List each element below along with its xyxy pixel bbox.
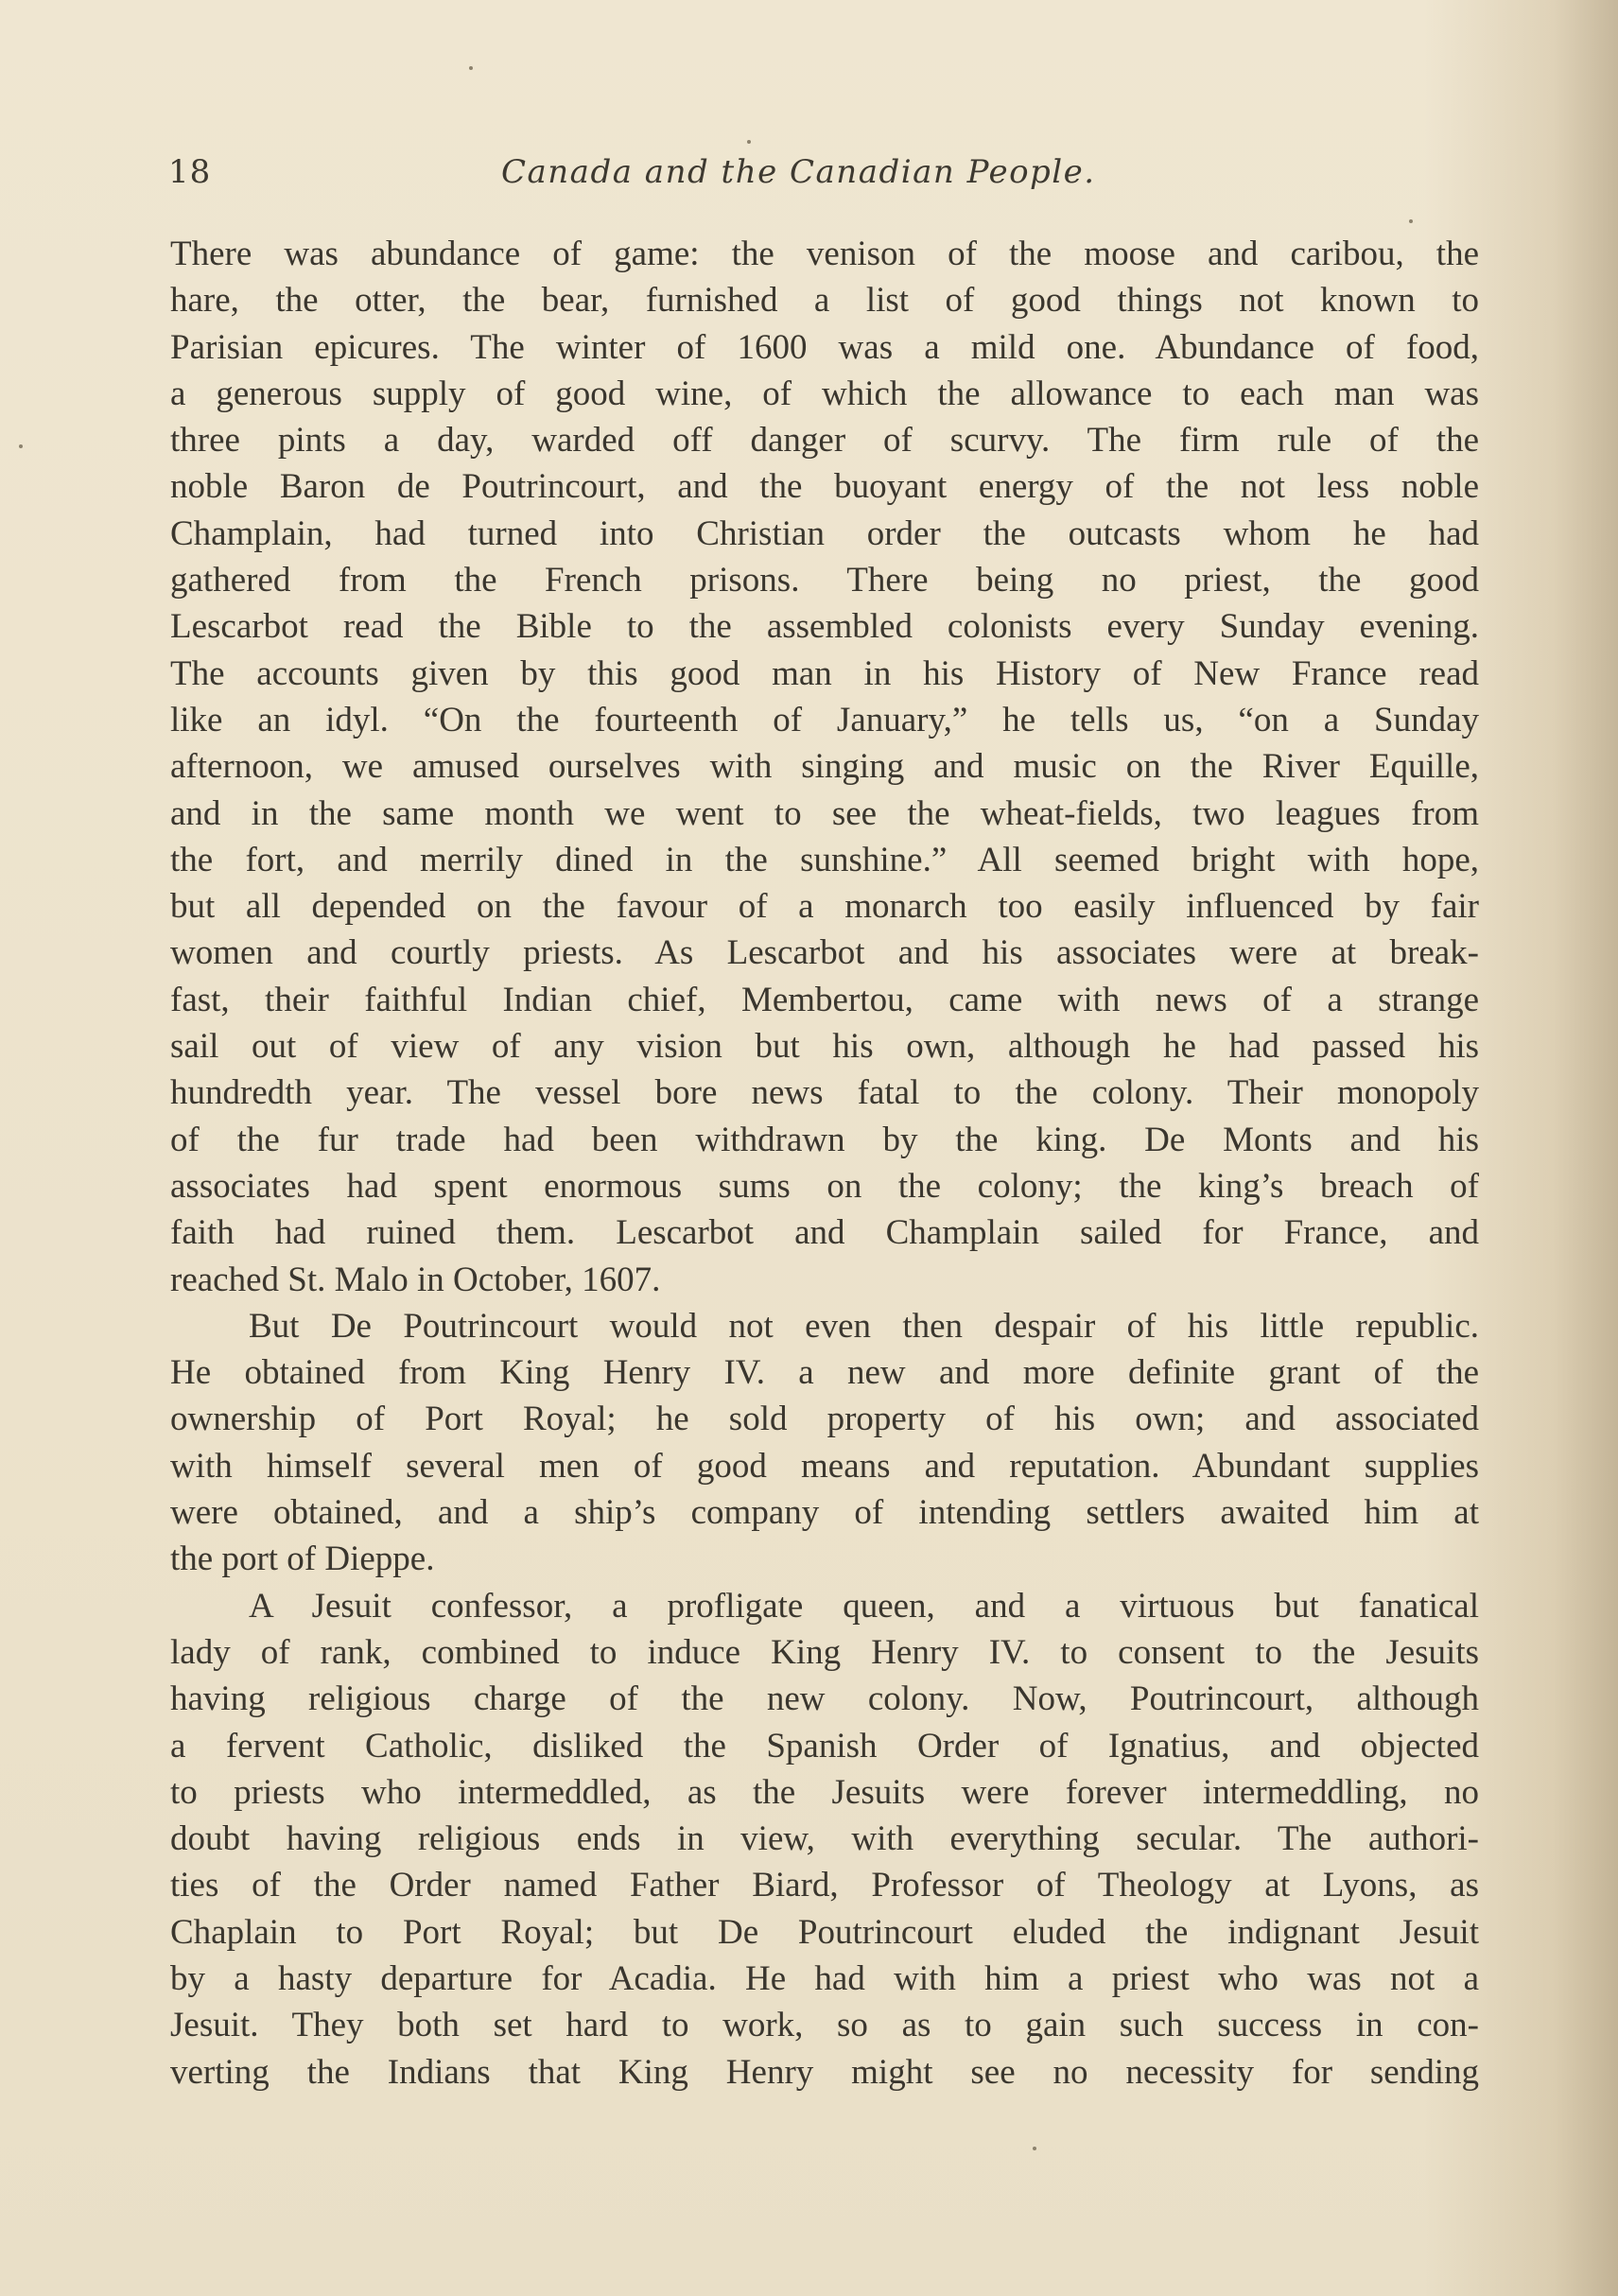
text-line: were obtained, and a ship’s company of intending settlers awaited him at: [170, 1493, 1479, 1533]
paper-speck: [469, 66, 473, 70]
text-line: by a hasty departure for Acadia. He had with him a priest who was not a: [170, 1958, 1479, 1998]
text-line: Lescarbot read the Bible to the assembled colonists every Sunday evening.: [170, 607, 1479, 647]
text-line: Jesuit. They both set hard to work, so as to gain such success in con-: [170, 2006, 1479, 2045]
page-header: [168, 153, 1492, 210]
paragraph-1: [170, 231, 1479, 1303]
paper-speck: [19, 444, 23, 448]
text-line: doubt having religious ends in view, with everything secular. The authori-: [170, 1819, 1479, 1859]
text-line: having religious charge of the new colony. Now, Poutrincourt, although: [170, 1679, 1479, 1719]
text-line: sail out of view of any vision but his own, although he had passed his: [170, 1027, 1479, 1067]
text-line: hare, the otter, the bear, furnished a list of good things not known to: [170, 281, 1479, 321]
text-line: gathered from the French prisons. There being no priest, the good: [170, 561, 1479, 600]
text-line: ownership of Port Royal; he sold property of his own; and associated: [170, 1400, 1479, 1439]
paper-speck: [1409, 219, 1413, 223]
text-line: ties of the Order named Father Biard, Professor of Theology at Lyons, as: [170, 1866, 1479, 1905]
text-line: verting the Indians that King Henry might see no necessity for sending: [170, 2052, 1479, 2092]
text-line: afternoon, we amused ourselves with singing and music on the River Equille,: [170, 747, 1479, 787]
text-line: to priests who intermeddled, as the Jesuits were forever intermeddling, no: [170, 1772, 1479, 1812]
text-line: hundredth year. The vessel bore news fatal to the colony. Their monopoly: [170, 1073, 1479, 1113]
running-title: Canada and the Canadian People.: [501, 153, 1096, 191]
text-line: fast, their faithful Indian chief, Membertou, came with news of a strange: [170, 980, 1479, 1019]
body-text: [170, 231, 1479, 2096]
text-line: But De Poutrincourt would not even then despair of his little republic.: [249, 1306, 1479, 1346]
text-line: and in the same month we went to see the wheat-fields, two leagues from: [170, 793, 1479, 833]
paragraph-2: [170, 1303, 1479, 1583]
paragraph-3: [170, 1583, 1479, 2096]
text-line: a fervent Catholic, disliked the Spanish Order of Ignatius, and objected: [170, 1726, 1479, 1765]
text-line: A Jesuit confessor, a profligate queen, and a virtuous but fanatical: [249, 1586, 1479, 1626]
text-line: The accounts given by this good man in his History of New France read: [170, 653, 1479, 693]
paper-speck: [1033, 2147, 1036, 2150]
text-line: faith had ruined them. Lescarbot and Champlain sailed for France, and: [170, 1213, 1479, 1253]
text-line: There was abundance of game: the venison of the moose and caribou, the: [170, 235, 1479, 273]
text-line: He obtained from King Henry IV. a new and more definite grant of the: [170, 1353, 1479, 1393]
text-line: Parisian epicures. The winter of 1600 was a mild one. Abundance of food,: [170, 327, 1479, 367]
paper-speck: [747, 140, 751, 144]
text-line: Chaplain to Port Royal; but De Poutrincourt eluded the indignant Jesuit: [170, 1912, 1479, 1952]
text-line: noble Baron de Poutrincourt, and the buoyant energy of the not less noble: [170, 467, 1479, 507]
text-line: associates had spent enormous sums on the colony; the king’s breach of: [170, 1166, 1479, 1206]
text-line: with himself several men of good means and reputation. Abundant supplies: [170, 1446, 1479, 1486]
text-line: Champlain, had turned into Christian order the outcasts whom he had: [170, 513, 1479, 553]
text-line: women and courtly priests. As Lescarbot and his associates were at break-: [170, 933, 1479, 973]
text-line: the port of Dieppe.: [170, 1539, 435, 1579]
text-line: lady of rank, combined to induce King Henry IV. to consent to the Jesuits: [170, 1632, 1479, 1672]
text-line: of the fur trade had been withdrawn by the king. De Monts and his: [170, 1120, 1479, 1159]
text-line: a generous supply of good wine, of which the allowance to each man was: [170, 374, 1479, 413]
text-line: three pints a day, warded off danger of scurvy. The firm rule of the: [170, 421, 1479, 461]
text-line: like an idyl. “On the fourteenth of January,” he tells us, “on a Sunday: [170, 700, 1479, 739]
text-line: reached St. Malo in October, 1607.: [170, 1260, 661, 1299]
page-number: 18: [168, 153, 212, 191]
text-line: the fort, and merrily dined in the sunshine.” All seemed bright with hope,: [170, 840, 1479, 879]
text-line: but all depended on the favour of a monarch too easily influenced by fair: [170, 887, 1479, 927]
